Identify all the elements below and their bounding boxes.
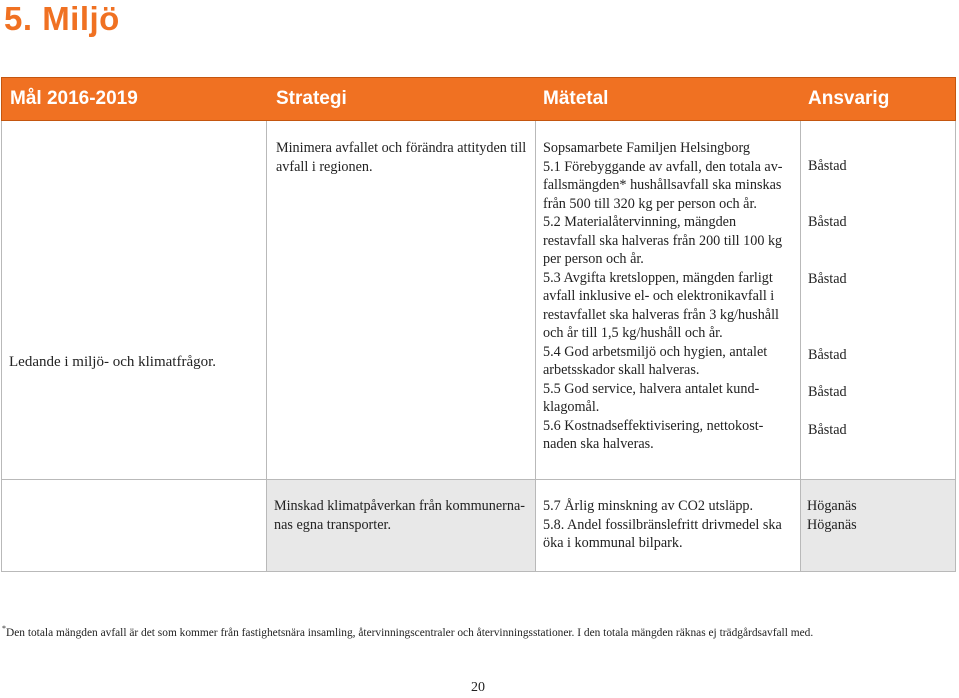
metric-line: 5.6 Kostnadseffektivisering, nettokost- bbox=[543, 417, 764, 434]
footnote-text: Den totala mängden avfall är det som kommer från fastighetsnära insamling, återvinningscentraler och återvinningsstationer. I den totala mängden räknas ej trädgårdsavfall med. bbox=[6, 626, 814, 639]
table-row bbox=[1, 121, 956, 480]
header-strategy: Strategi bbox=[276, 88, 347, 109]
metric-line: 5.1 Förebyggande av avfall, den totala av- bbox=[543, 158, 783, 175]
metric-line: restavfall ska halveras från 200 till 100 kg bbox=[543, 232, 783, 249]
responsible-entry: Båstad bbox=[808, 384, 847, 400]
responsible-cell bbox=[808, 157, 938, 487]
metric-line: avfall inklusive el- och elektronikavfall i bbox=[543, 288, 775, 304]
footnote-marker: * bbox=[2, 624, 6, 633]
metric-line: klagomål. bbox=[543, 399, 600, 415]
metric-line: öka i kommunal bilpark. bbox=[543, 535, 683, 551]
responsible-entry: Båstad bbox=[808, 347, 847, 363]
strategy-line: Minskad klimatpåverkan från kommunerna- bbox=[274, 498, 525, 514]
metric-line: Sopsamarbete Familjen Helsingborg bbox=[543, 140, 751, 156]
metric-line: naden ska halveras. bbox=[543, 436, 654, 452]
strategy-line: nas egna transporter. bbox=[274, 516, 392, 533]
metric-line: fallsmängden* hushållsavfall ska minskas bbox=[543, 177, 782, 193]
responsible-cell bbox=[807, 497, 857, 534]
strategy-line: Minimera avfallet och förändra attityden till bbox=[276, 140, 527, 156]
responsible-entry: Båstad bbox=[808, 422, 847, 438]
metric-cell bbox=[543, 497, 782, 553]
metric-line: 5.5 God service, halvera antalet kund- bbox=[543, 380, 760, 397]
metric-line: per person och år. bbox=[543, 251, 644, 267]
page-number: 20 bbox=[471, 680, 485, 695]
responsible-entry: Båstad bbox=[808, 214, 847, 230]
metric-line: och år till 1,5 kg/hushåll och år. bbox=[543, 325, 723, 341]
metric-line: från 500 till 320 kg per person och år. bbox=[543, 195, 757, 212]
footnote bbox=[2, 624, 813, 639]
page-title: 5. Miljö bbox=[4, 0, 120, 37]
goal-cell: Ledande i miljö- och klimatfrågor. bbox=[9, 354, 217, 370]
header-goal: Mål 2016-2019 bbox=[10, 88, 138, 109]
metric-line: 5.3 Avgifta kretsloppen, mängden farligt bbox=[543, 269, 773, 286]
responsible-entry: Båstad bbox=[808, 158, 847, 174]
metric-cell bbox=[543, 139, 783, 454]
metric-line: 5.2 Materialåtervinning, mängden bbox=[543, 214, 737, 230]
metric-line: 5.7 Årlig minskning av CO2 utsläpp. bbox=[543, 498, 754, 514]
header-responsible: Ansvarig bbox=[808, 88, 890, 109]
metric-line: 5.4 God arbetsmiljö och hygien, antalet bbox=[543, 343, 768, 360]
metric-line: 5.8. Andel fossilbränslefritt drivmedel ska bbox=[543, 516, 782, 533]
table-row bbox=[1, 480, 956, 572]
table-header bbox=[1, 77, 956, 121]
header-metric: Mätetal bbox=[543, 88, 609, 109]
strategy-cell bbox=[276, 139, 526, 176]
responsible-entry: Höganäs bbox=[807, 498, 857, 514]
strategy-line: avfall i regionen. bbox=[276, 158, 373, 175]
responsible-entry: Höganäs bbox=[807, 516, 857, 533]
responsible-entry: Båstad bbox=[808, 271, 847, 287]
strategy-cell bbox=[274, 497, 525, 534]
metric-line: arbetsskador skall halveras. bbox=[543, 362, 700, 378]
metric-line: restavfallet ska halveras från 3 kg/hushåll bbox=[543, 306, 779, 323]
